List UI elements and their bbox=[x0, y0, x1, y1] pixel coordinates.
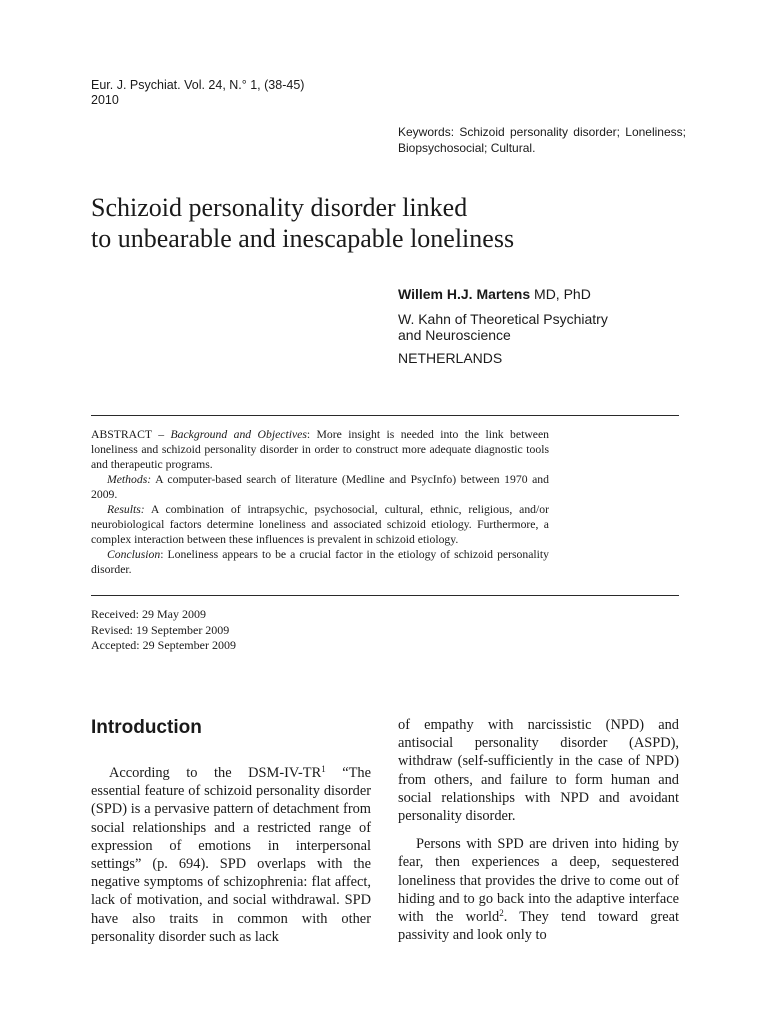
abstract-results bbox=[91, 502, 549, 547]
title-line-1: Schizoid personality disorder linked bbox=[91, 193, 468, 222]
methods-text: A computer-based search of literature (Medline and PsycInfo) between 1970 and 2009. bbox=[91, 473, 549, 501]
article-title bbox=[91, 192, 691, 254]
abstract-methods bbox=[91, 472, 549, 502]
intro-paragraph-1-continued: of empathy with narcissistic (NPD) and antisocial personality disorder (ASPD), withdraw (self-sufficiently in the case of NPD) from others, and failure to form human and social relationships with NPD and avoidant personality disorder. bbox=[398, 717, 679, 825]
abstract-top-divider bbox=[91, 415, 679, 416]
conclusion-text: : Loneliness appears to be a crucial factor in the etiology of schizoid personality disorder. bbox=[91, 548, 549, 576]
body-column-left bbox=[91, 764, 371, 946]
received-date: Received: 29 May 2009 bbox=[91, 607, 206, 621]
author-degrees: MD, PhD bbox=[530, 286, 591, 302]
affiliation-line-2: and Neuroscience bbox=[398, 327, 511, 343]
author-name: Willem H.J. Martens bbox=[398, 286, 531, 302]
accepted-date: Accepted: 29 September 2009 bbox=[91, 638, 236, 652]
introduction-heading: Introduction bbox=[91, 717, 202, 738]
revised-date: Revised: 19 September 2009 bbox=[91, 622, 230, 637]
abstract-bottom-divider bbox=[91, 595, 679, 596]
abstract-conclusion bbox=[91, 547, 549, 577]
journal-year-line: 2010 bbox=[91, 93, 119, 107]
journal-citation bbox=[91, 78, 304, 108]
background-label: Background and Objectives bbox=[170, 428, 307, 441]
affiliation-line-1: W. Kahn of Theoretical Psychiatry bbox=[398, 311, 608, 327]
abstract-background bbox=[91, 427, 549, 472]
intro-p1-text-a: According to the DSM-IV-TR bbox=[109, 765, 322, 781]
results-label: Results: bbox=[107, 503, 145, 516]
intro-paragraph-2 bbox=[398, 835, 679, 944]
title-line-2: to unbearable and inescapable loneliness bbox=[91, 224, 515, 253]
author-country: NETHERLANDS bbox=[398, 350, 503, 366]
author-block bbox=[398, 285, 698, 367]
body-column-right bbox=[398, 716, 679, 944]
intro-p1-text-b: “The essential feature of schizoid personality disorder (SPD) is a pervasive pattern of detachment from social relationships and a restricted range of expression of emotions in interpersonal settings” (p. 694). SPD overlaps with the negative symptoms of schizophrenia: flat affect, lack of motivation, and social withdrawal. SPD have also traits in common with other personality disorder such as lack bbox=[91, 765, 371, 945]
author-line bbox=[398, 285, 698, 303]
background-text: : More insight is needed into the link between loneliness and schizoid personality disorder in order to construct more adequate diagnostic tools and therapeutic programs. bbox=[91, 428, 549, 471]
results-text: A combination of intrapsychic, psychosocial, cultural, ethnic, religious, and/or neurobiological factors determine loneliness and associated schizoid etiology. Furthermore, a complex interaction between these influences is prevalent in schizoid etiology. bbox=[91, 503, 549, 546]
abstract bbox=[91, 427, 549, 577]
reference-2: 2 bbox=[499, 908, 504, 919]
abstract-lead: ABSTRACT – bbox=[91, 428, 171, 441]
conclusion-label: Conclusion bbox=[107, 548, 161, 561]
intro-p2-text-a: Persons with SPD are driven into hiding by fear, then experiences a deep, sequestered loneliness that provides the drive to come out of hiding and to go back into the adaptive interface with the world bbox=[398, 836, 679, 926]
journal-volume-line: Eur. J. Psychiat. Vol. 24, N.° 1, (38-45) bbox=[91, 78, 305, 92]
intro-paragraph-1 bbox=[91, 764, 371, 946]
methods-label: Methods: bbox=[107, 473, 152, 486]
intro-p2-text-b: . They tend toward great passivity and look only to bbox=[398, 909, 680, 944]
article-dates bbox=[91, 607, 236, 654]
author-affiliation bbox=[398, 311, 698, 343]
reference-1: 1 bbox=[321, 764, 326, 774]
keywords: Keywords: Schizoid personality disorder; Loneliness; Biopsychosocial; Cultural. bbox=[398, 125, 686, 155]
